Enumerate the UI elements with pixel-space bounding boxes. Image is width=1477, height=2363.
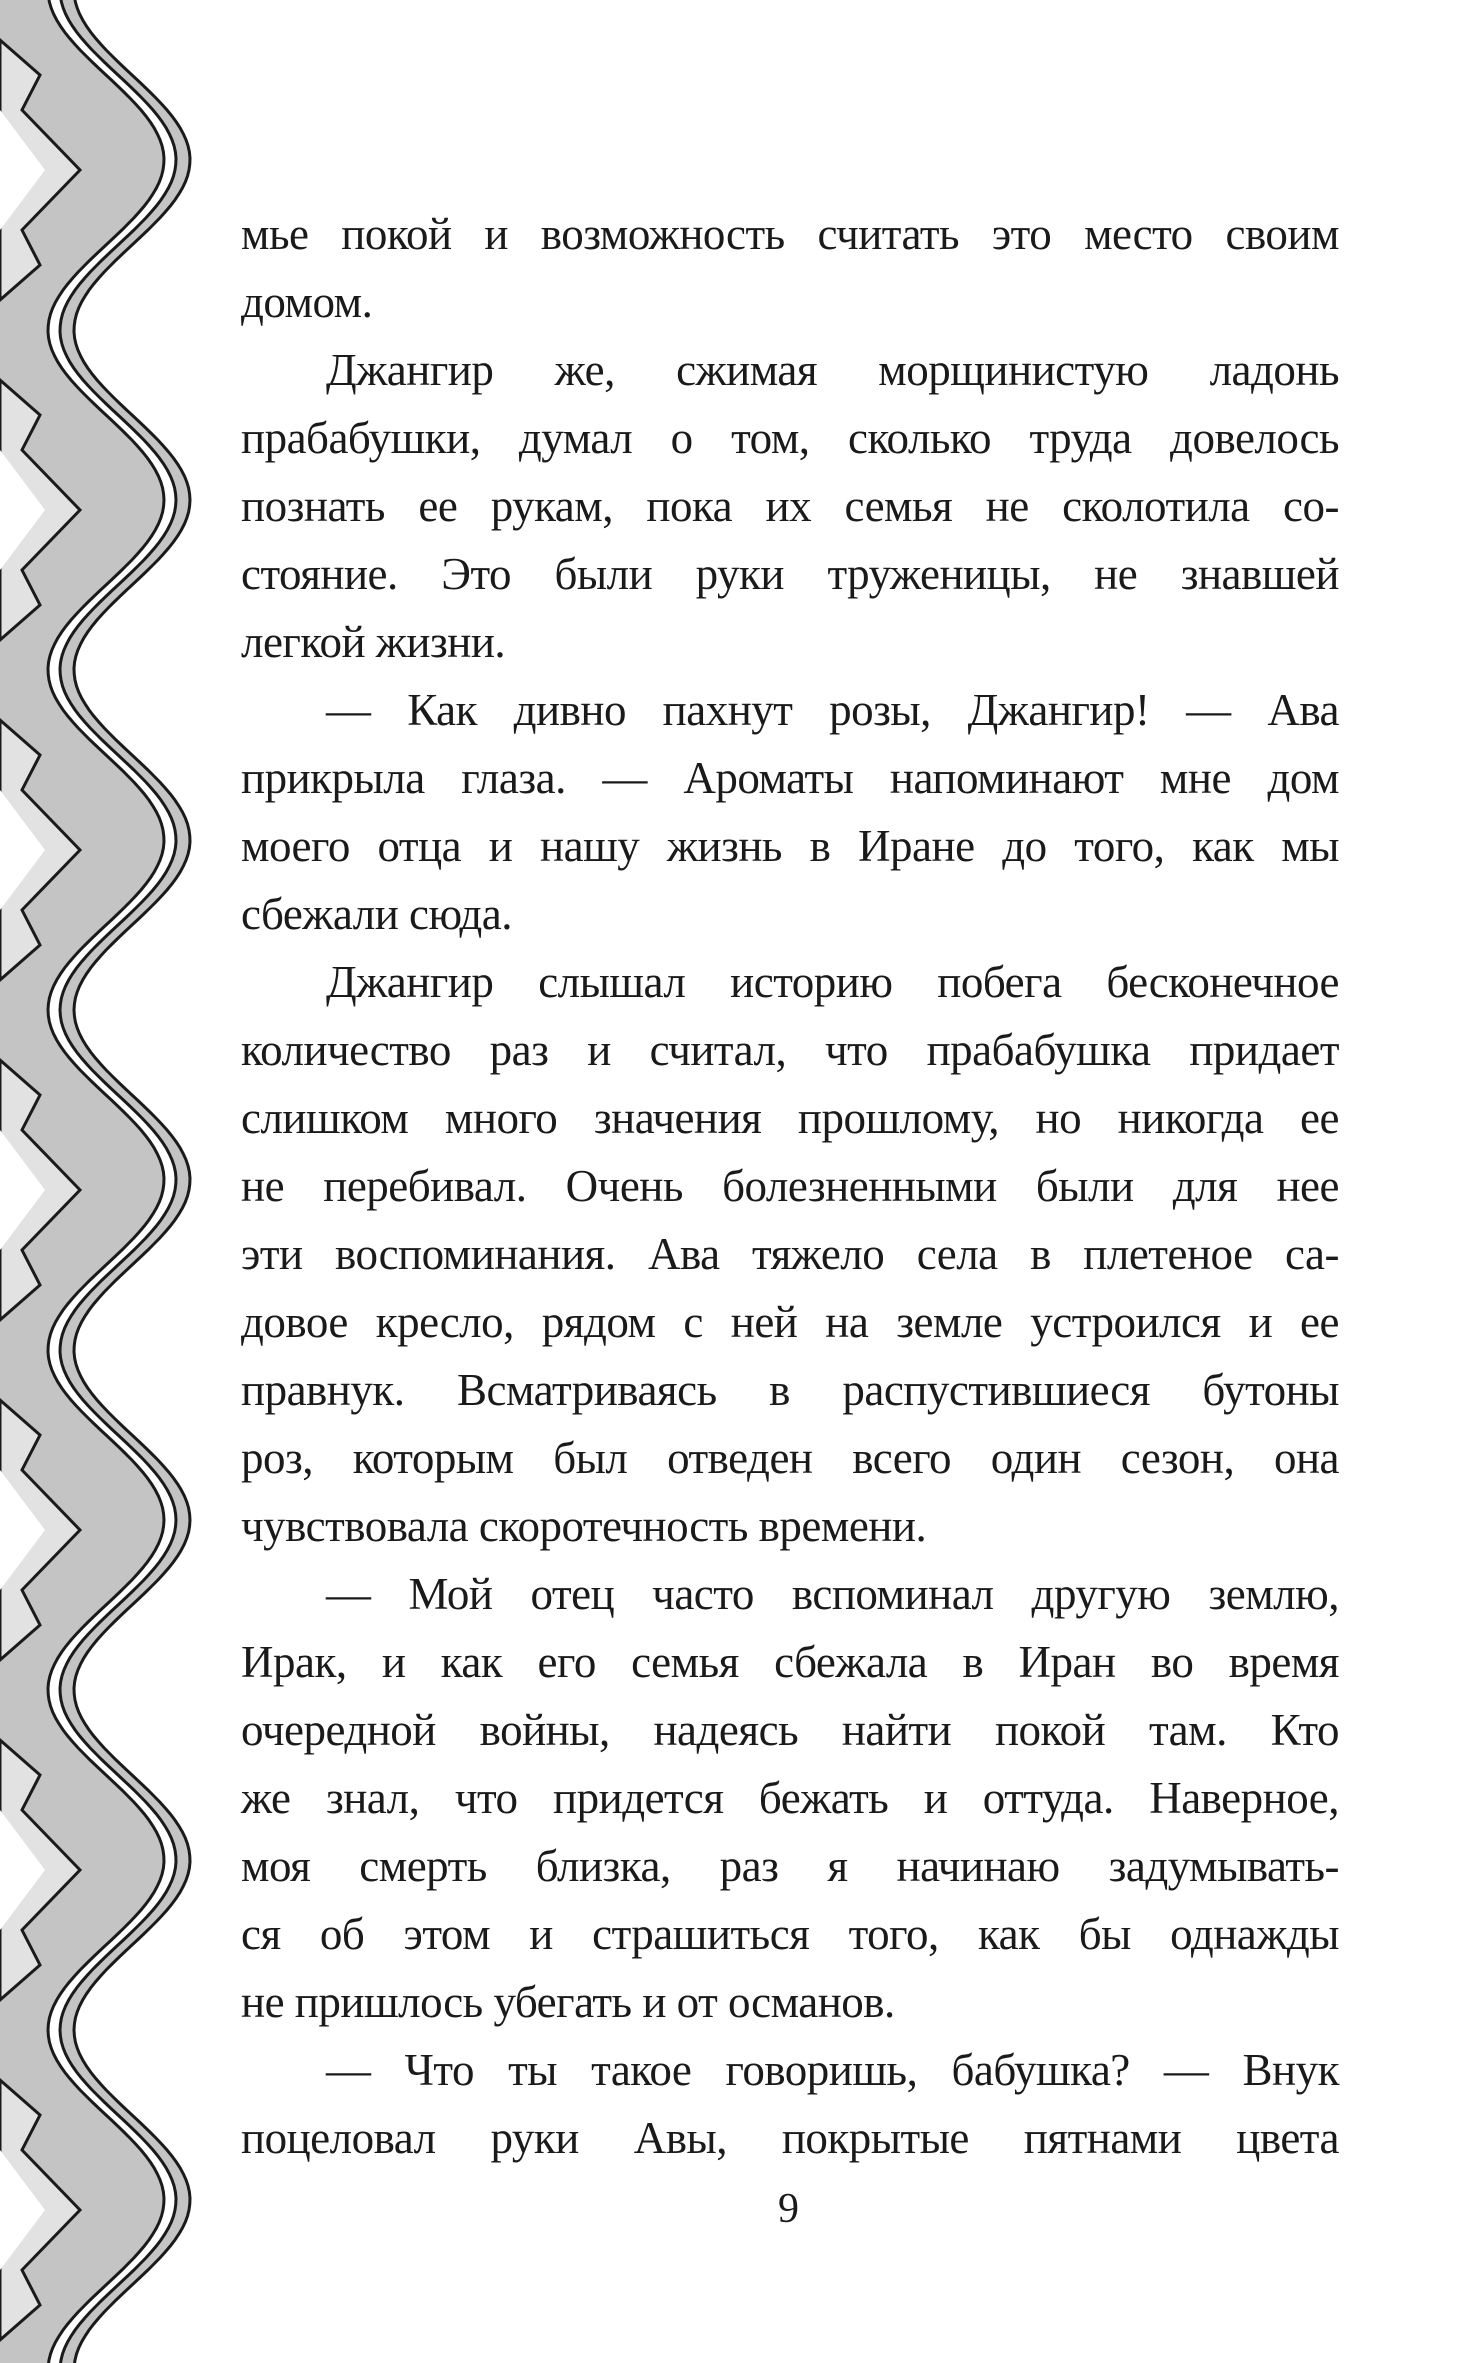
decorative-wave-border [0,0,200,2363]
text-line: моя смерть близка, раз я начинаю задумывать- [241,1841,1339,1891]
text-line: поцеловал руки Авы, покрытые пятнами цвета [241,2113,1339,2163]
text-line: слишком много значения прошлому, но никогда ее [241,1093,1339,1143]
text-line: чувствовала скоротечность времени. [241,1501,927,1551]
text-line: — Что ты такое говоришь, бабушка? — Внук [326,2045,1339,2095]
text-line: эти воспоминания. Ава тяжело села в плетеное са- [241,1229,1339,1279]
text-line: правнук. Всматриваясь в распустившиеся бутоны [241,1365,1339,1415]
text-line: — Как дивно пахнут розы, Джангир! — Ава [326,685,1339,735]
text-line: стояние. Это были руки труженицы, не знавшей [241,549,1339,599]
text-line: мье покой и возможность считать это место своим [241,209,1339,259]
text-line: моего отца и нашу жизнь в Иране до того, как мы [241,821,1339,871]
text-line: очередной войны, надеясь найти покой там. Кто [241,1705,1339,1755]
text-line: прикрыла глаза. — Ароматы напоминают мне дом [241,753,1339,803]
text-line: довое кресло, рядом с ней на земле устроился и ее [241,1297,1339,1347]
text-line: ся об этом и страшиться того, как бы однажды [241,1909,1339,1959]
text-line: — Мой отец часто вспоминал другую землю, [326,1569,1339,1619]
text-line: не перебивал. Очень болезненными были для нее [241,1161,1339,1211]
text-line: не пришлось убегать и от османов. [241,1977,895,2027]
text-line: количество раз и считал, что прабабушка придает [241,1025,1339,1075]
text-line: Ирак, и как его семья сбежала в Иран во время [241,1637,1339,1687]
text-line: легкой жизни. [241,617,506,667]
page-number: 9 [778,2186,799,2232]
text-line: же знал, что придется бежать и оттуда. Наверное, [241,1773,1339,1823]
text-line: познать ее рукам, пока их семья не сколотила со- [241,481,1339,531]
text-line: Джангир же, сжимая морщинистую ладонь [326,345,1339,395]
text-line: сбежали сюда. [241,889,512,939]
text-line: роз, которым был отведен всего один сезон, она [241,1433,1339,1483]
page-body-text [241,200,1339,2172]
text-line: Джангир слышал историю побега бесконечное [326,957,1339,1007]
text-line: прабабушки, думал о том, сколько труда довелось [241,413,1339,463]
text-line: домом. [241,277,373,327]
